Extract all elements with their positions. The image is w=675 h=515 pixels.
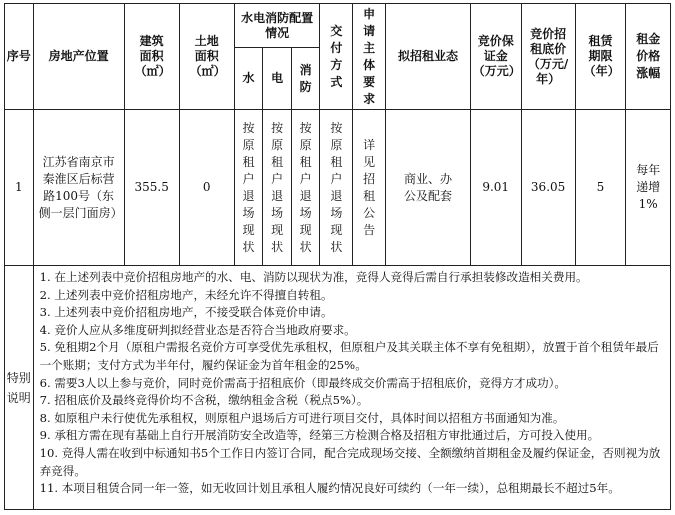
note-item: 5. 免租期2个月（原租户需报名竞价方可享受优先承租权，但原租户及其关联主体不享有免租期），放置于首个租赁年最后一个账期；支付方式为半年付，履约保证金为首年租金的25%。 [39, 340, 659, 372]
header-land-area: 土地面积（㎡） [179, 4, 234, 110]
lease-table-sheet [4, 3, 671, 512]
cell-electricity: 按原租户退场现状 [263, 110, 292, 266]
cell-index: 1 [5, 110, 34, 266]
cell-building-area: 355.5 [124, 110, 179, 266]
cell-reserve-price: 36.05 [521, 110, 575, 266]
cell-business-type: 商业、办公及配套 [386, 110, 471, 266]
note-item: 11. 本项目租赁合同一年一签，如无收回计划且承租人履约情况良好可续约（一年一续），总租期最长不超过5年。 [39, 481, 620, 496]
header-building-area: 建筑面积（㎡） [124, 4, 179, 110]
header-deposit: 竞价保证金（万元） [470, 4, 521, 110]
table-row [5, 110, 671, 266]
header-delivery: 交付方式 [320, 4, 353, 110]
cell-delivery: 按原租户退场现状 [320, 110, 353, 266]
lease-table [4, 3, 671, 510]
cell-water: 按原租户退场现状 [234, 110, 263, 266]
notes-label: 特别说明 [5, 266, 34, 510]
cell-deposit: 9.01 [470, 110, 521, 266]
cell-applicant-req: 详见招租公告 [353, 110, 386, 266]
cell-location: 江苏省南京市秦淮区后标营路100号（东侧一层门面房） [33, 110, 124, 266]
header-electricity: 电 [263, 48, 292, 110]
header-applicant-req: 申请主体要求 [353, 4, 386, 110]
header-index: 序号 [5, 4, 34, 110]
header-location: 房地产位置 [33, 4, 124, 110]
note-item: 8. 如原租户未行使优先承租权，则原租户退场后方可进行项目交付，具体时间以招租方书面通知为准。 [39, 410, 565, 425]
notes-body [33, 266, 670, 510]
cell-lease-term: 5 [575, 110, 626, 266]
note-item: 9. 承租方需在现有基础上自行开展消防安全改造等，经第三方检测合格及招租方审批通过后，方可投入使用。 [39, 428, 600, 443]
note-item: 6. 需要3人以上参与竞价，同时竞价需高于招租底价（即最终成交价需高于招租底价，竞得方才成功）。 [39, 375, 567, 390]
note-item: 7. 招租底价及最终竞得价均不含税，缴纳租金含税（税点5%）。 [39, 393, 369, 408]
note-item: 1. 在上述列表中竞价招租房地产的水、电、消防以现状为准，竞得人竞得后需自行承担装修改造相关费用。 [39, 270, 588, 284]
header-reserve-price: 竞价招租底价（万元/年） [521, 4, 575, 110]
note-item: 3. 上述列表中竞价招租房地产，不接受联合体竞价申请。 [39, 305, 333, 320]
header-rent-increase: 租金价格涨幅 [626, 4, 671, 110]
cell-fire: 按原租户退场现状 [291, 110, 320, 266]
cell-land-area: 0 [179, 110, 234, 266]
header-lease-term: 租赁期限（年） [575, 4, 626, 110]
header-water: 水 [234, 48, 263, 110]
header-utilities-group: 水电消防配置情况 [234, 4, 320, 48]
note-item: 10. 竞得人需在收到中标通知书5个工作日内签订合同，配合完成现场交接、全额缴纳首期租金及履约保证金，否则视为放弃竞得。 [39, 445, 661, 478]
header-business-type: 拟招租业态 [386, 4, 471, 110]
cell-rent-increase: 每年递增1% [626, 110, 671, 266]
note-item: 2. 上述列表中竞价招租房地产，未经允许不得擅自转租。 [39, 287, 333, 302]
note-item: 4. 竞价人应从多维度研判拟经营业态是否符合当地政府要求。 [39, 322, 356, 337]
notes-row [5, 266, 671, 510]
header-fire: 消防 [291, 48, 320, 110]
